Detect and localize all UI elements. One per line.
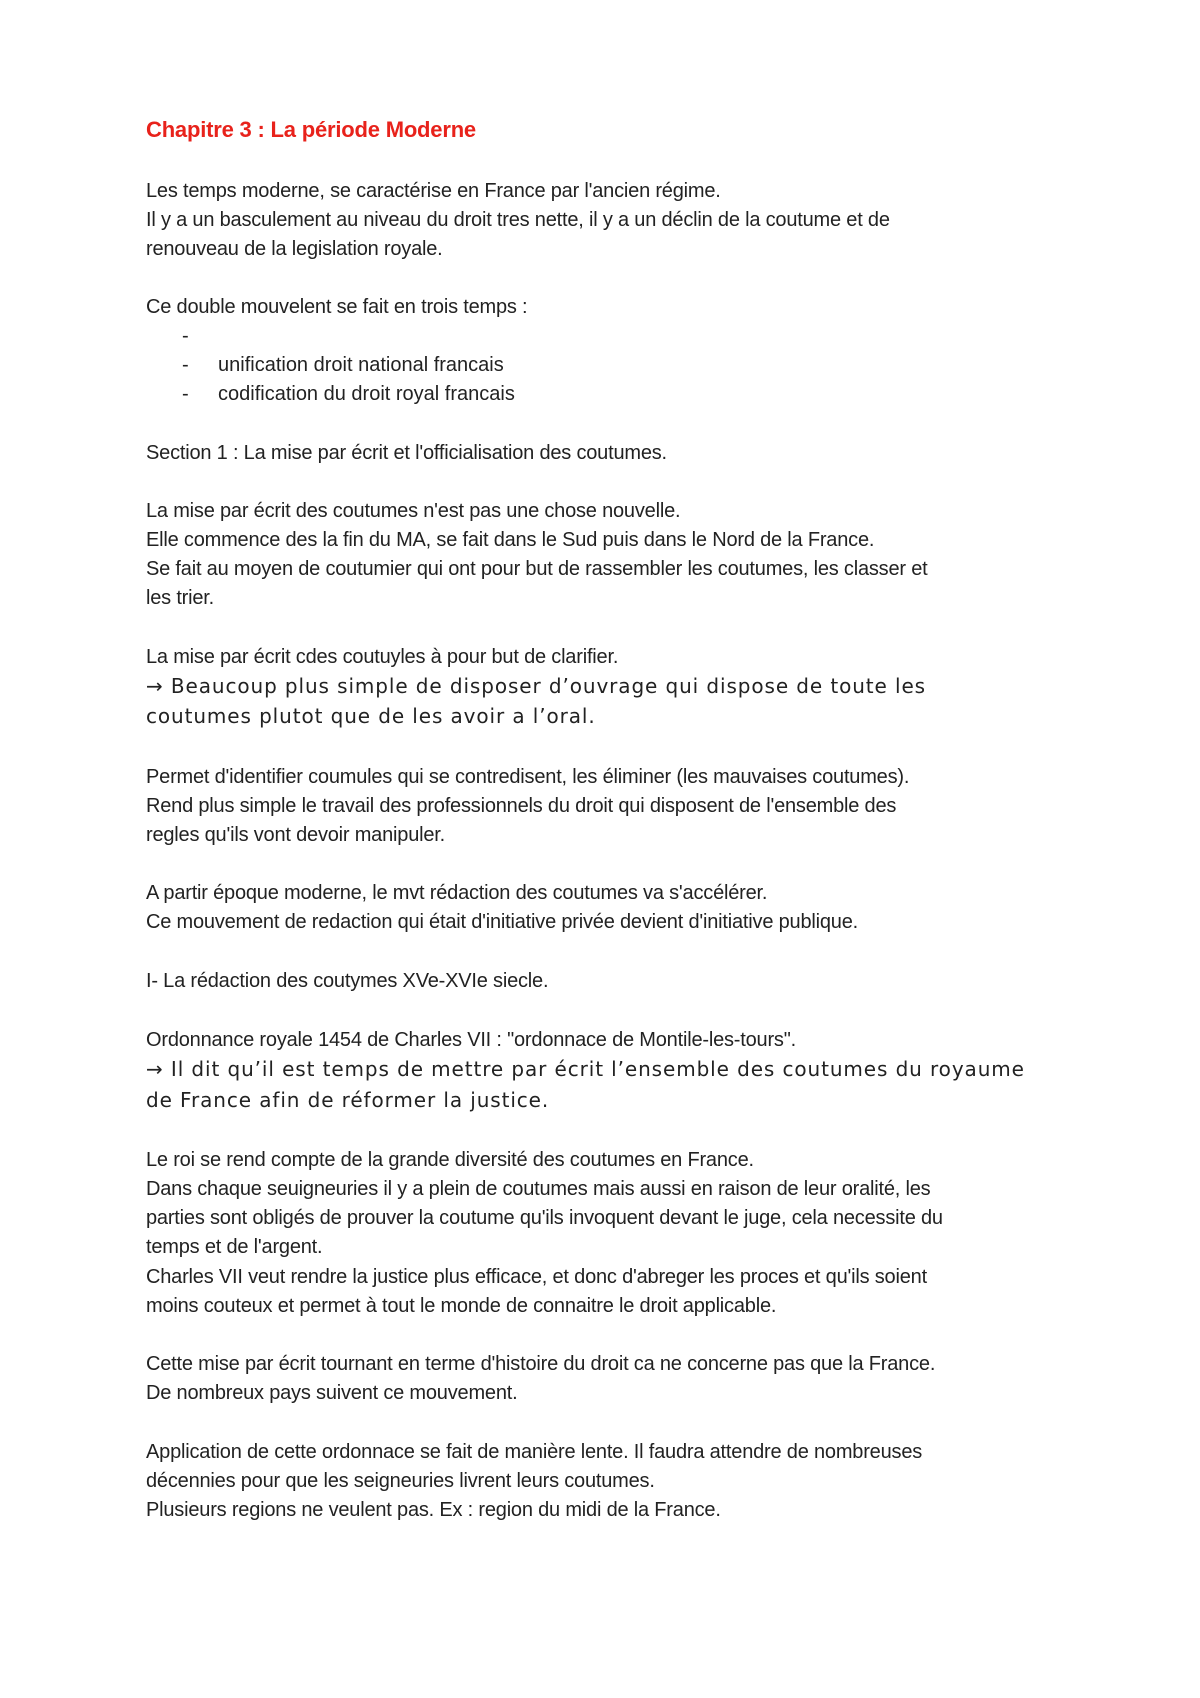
paragraph-line: Ce mouvement de redaction qui était d'initiative privée devient d'initiative publique. (146, 911, 858, 933)
paragraph-line: Le roi se rend compte de la grande diversité des coutumes en France. (146, 1149, 754, 1171)
paragraph-line: De nombreux pays suivent ce mouvement. (146, 1382, 518, 1404)
chapter-title: Chapitre 3 : La période Moderne (146, 117, 476, 142)
list-dash: - (182, 354, 189, 376)
paragraph-line: A partir époque moderne, le mvt rédaction des coutumes va s'accélérer. (146, 882, 768, 904)
list-dash: - (182, 325, 189, 347)
paragraph-line: Plusieurs regions ne veulent pas. Ex : region du midi de la France. (146, 1499, 721, 1521)
paragraph-line: temps et de l'argent. (146, 1236, 323, 1258)
intro-line-3: renouveau de la legislation royale. (146, 238, 443, 260)
arrow-note-line: de France afin de réformer la justice. (146, 1088, 550, 1112)
paragraph-line: Dans chaque seuigneuries il y a plein de coutumes mais aussi en raison de leur oralité, les (146, 1178, 931, 1200)
double-movement-lead: Ce double mouvelent se fait en trois temps : (146, 296, 528, 318)
paragraph-line: La mise par écrit des coutumes n'est pas une chose nouvelle. (146, 500, 681, 522)
arrow-note-line: coutumes plutot que de les avoir a l’oral. (146, 704, 596, 728)
section-heading: Section 1 : La mise par écrit et l'officialisation des coutumes. (146, 442, 667, 464)
list-dash: - (182, 383, 189, 405)
paragraph-line: parties sont obligés de prouver la coutume qu'ils invoquent devant le juge, cela necessite du (146, 1207, 943, 1229)
paragraph-line: décennies pour que les seigneuries livrent leurs coutumes. (146, 1470, 655, 1492)
paragraph-line: Ordonnance royale 1454 de Charles VII : "ordonnace de Montile-les-tours". (146, 1029, 796, 1051)
intro-line-2: Il y a un basculement au niveau du droit tres nette, il y a un déclin de la coutume et de (146, 209, 890, 231)
paragraph-line: Rend plus simple le travail des professionnels du droit qui disposent de l'ensemble des (146, 795, 897, 817)
paragraph-line: Cette mise par écrit tournant en terme d'histoire du droit ca ne concerne pas que la France. (146, 1353, 936, 1375)
paragraph-line: Elle commence des la fin du MA, se fait dans le Sud puis dans le Nord de la France. (146, 529, 875, 551)
paragraph-line: Charles VII veut rendre la justice plus efficace, et donc d'abreger les proces et qu'ils soient (146, 1266, 927, 1288)
paragraph-line: regles qu'ils vont devoir manipuler. (146, 824, 446, 846)
intro-line-1: Les temps moderne, se caractérise en France par l'ancien régime. (146, 180, 721, 202)
list-item-text: codification du droit royal francais (218, 383, 515, 405)
paragraph-line: Permet d'identifier coumules qui se contredisent, les éliminer (les mauvaises coutumes). (146, 766, 910, 788)
paragraph-line: La mise par écrit cdes coutuyles à pour but de clarifier. (146, 646, 619, 668)
paragraph-line: les trier. (146, 587, 215, 609)
arrow-note-line: → Beaucoup plus simple de disposer d’ouvrage qui dispose de toute les (146, 674, 926, 698)
paragraph-line: Application de cette ordonnace se fait de manière lente. Il faudra attendre de nombreuses (146, 1441, 923, 1463)
paragraph-line: Se fait au moyen de coutumier qui ont pour but de rassembler les coutumes, les classer et (146, 558, 928, 580)
subsection-heading: I- La rédaction des coutymes XVe-XVIe siecle. (146, 970, 549, 992)
arrow-note-line: → Il dit qu’il est temps de mettre par écrit l’ensemble des coutumes du royaume (146, 1057, 1025, 1081)
list-item-text: unification droit national francais (218, 354, 504, 376)
paragraph-line: moins couteux et permet à tout le monde de connaitre le droit applicable. (146, 1295, 777, 1317)
